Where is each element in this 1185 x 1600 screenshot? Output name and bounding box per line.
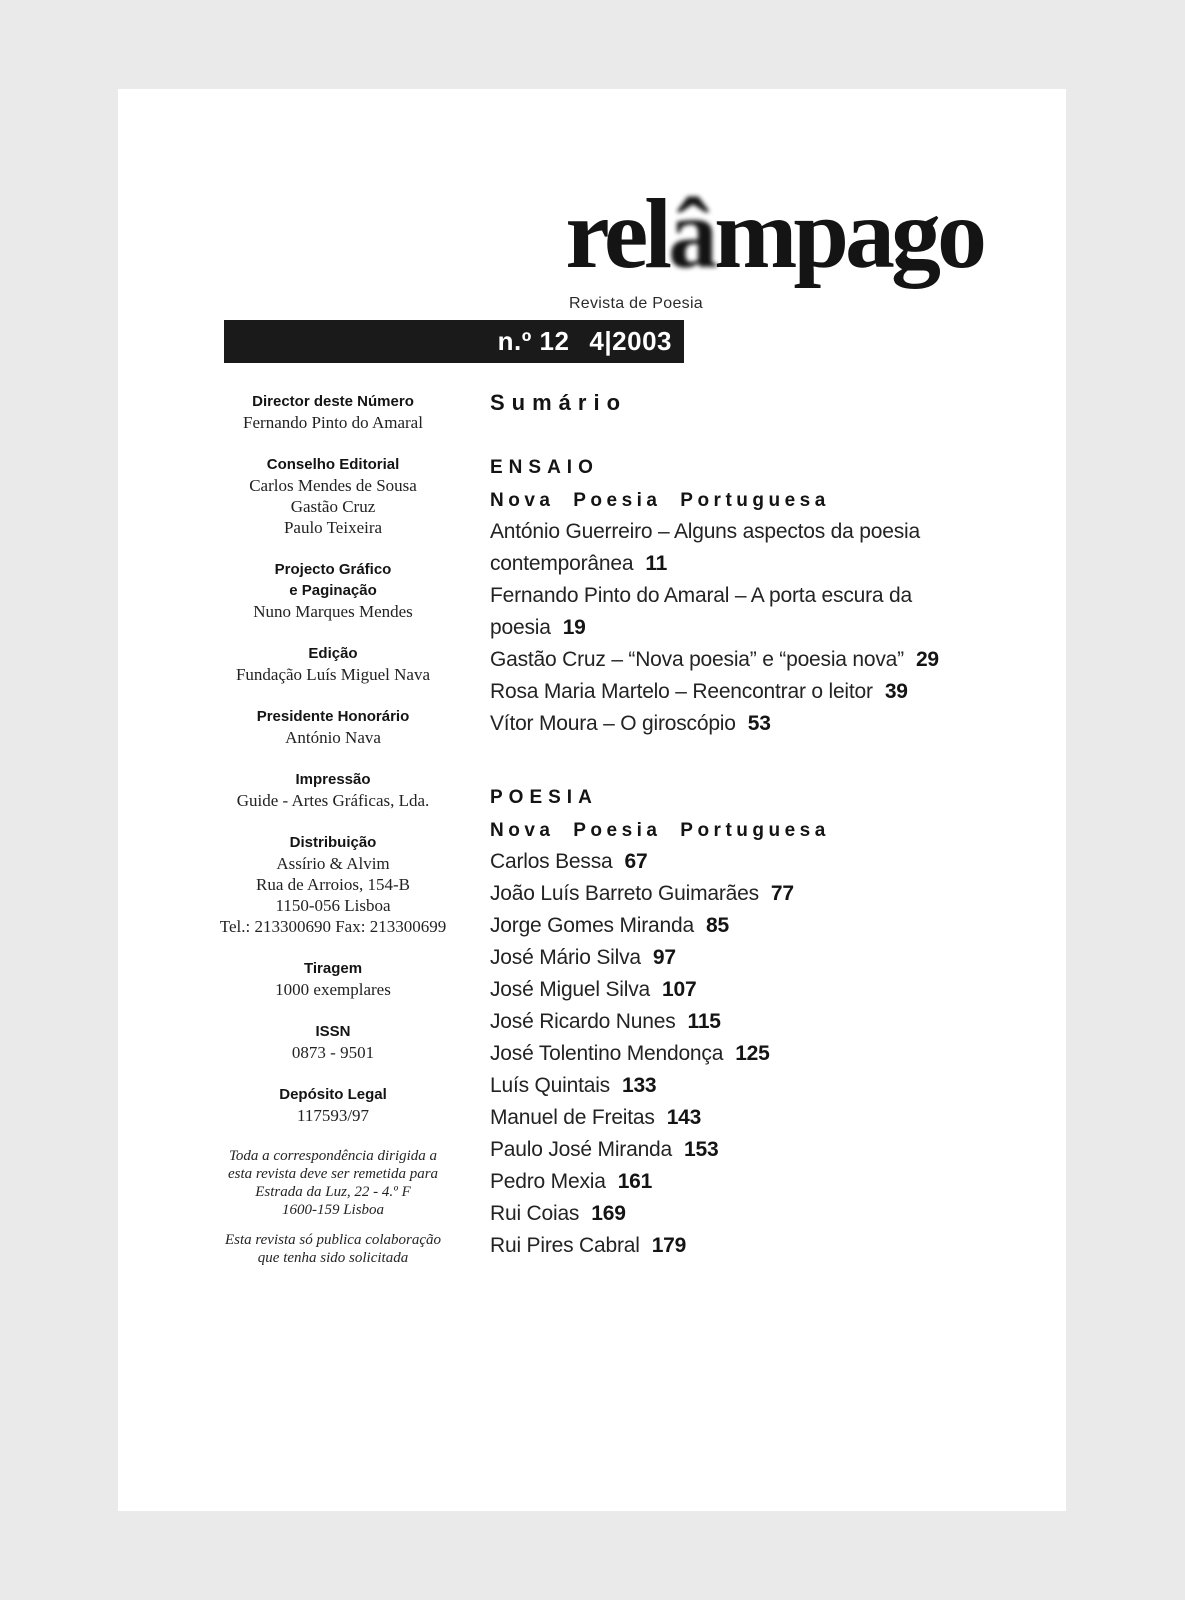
- credit-heading-line: Depósito Legal: [279, 1086, 387, 1103]
- toc-entry-list: [490, 516, 990, 740]
- toc-entry-text: Paulo José Miranda: [490, 1138, 673, 1161]
- toc-entry: [490, 1166, 990, 1198]
- credit-value-line: Gastão Cruz: [290, 497, 376, 516]
- toc-entry: [490, 708, 990, 740]
- credit-heading-line: Director deste Número: [252, 393, 414, 410]
- note-line: Esta revista só publica colaboração: [224, 1232, 442, 1248]
- credit-heading-line: Conselho Editorial: [266, 456, 400, 473]
- toc-section: [490, 458, 990, 740]
- logo-text-pre: rel: [565, 178, 669, 289]
- credit-value-line: Guide - Artes Gráficas, Lda.: [236, 791, 430, 810]
- toc-entry-text: Luís Quintais: [490, 1074, 610, 1097]
- toc-page-number: 97: [652, 946, 676, 969]
- toc-entry-text: António Guerreiro – Alguns aspectos da poesia: [490, 520, 920, 543]
- toc-entry: [490, 1038, 990, 1070]
- toc-entry: [490, 878, 990, 910]
- credit-heading-line: Projecto Gráfico: [274, 561, 392, 578]
- toc-page-number: 11: [645, 552, 668, 575]
- toc-entry: [490, 1198, 990, 1230]
- credit-group: [180, 559, 486, 622]
- toc-section-subheading: Nova Poesia Portuguesa: [490, 490, 830, 511]
- note-line: Toda a correspondência dirigida a: [228, 1148, 438, 1164]
- toc-title: Sumário: [490, 390, 628, 415]
- toc-entry: [490, 1134, 990, 1166]
- credit-heading-line: Impressão: [295, 771, 371, 788]
- toc-page-number: 169: [591, 1202, 626, 1225]
- credit-value-line: Fernando Pinto do Amaral: [243, 413, 423, 432]
- credit-value-line: Fundação Luís Miguel Nava: [235, 665, 431, 684]
- logo-text-blurred: â: [668, 178, 715, 289]
- toc-entry-text: Rosa Maria Martelo – Reencontrar o leitor: [490, 680, 873, 703]
- toc-entry-text: Carlos Bessa: [490, 850, 613, 873]
- credit-value-line: Nuno Marques Mendes: [253, 602, 413, 621]
- issue-date: 4|2003: [589, 326, 672, 356]
- note-line: que tenha sido solicitada: [257, 1250, 409, 1266]
- toc-entry: [490, 644, 990, 676]
- note-line: Estrada da Luz, 22 - 4.º F: [255, 1184, 411, 1200]
- toc-page-number: 115: [687, 1010, 721, 1033]
- toc-entry: [490, 910, 990, 942]
- credit-heading-line: Tiragem: [303, 960, 363, 977]
- toc-entry: [490, 580, 990, 612]
- credit-group: [180, 832, 486, 937]
- credit-value-line: 0873 - 9501: [291, 1043, 375, 1062]
- credit-group: [180, 769, 486, 811]
- toc-entry-text: Fernando Pinto do Amaral – A porta escura da: [490, 584, 912, 607]
- toc-section-heading: ENSAIO: [490, 457, 599, 478]
- correspondence-note: [180, 1147, 486, 1219]
- credit-value-line: Assírio & Alvim: [276, 854, 390, 873]
- note-line: 1600-159 Lisboa: [281, 1202, 385, 1218]
- credit-group: [180, 643, 486, 685]
- toc-column: [490, 392, 990, 1262]
- toc-entry-text: João Luís Barreto Guimarães: [490, 882, 759, 905]
- toc-entry: [490, 1230, 990, 1262]
- magazine-subtitle: Revista de Poesia: [568, 295, 703, 312]
- credit-heading-line: Distribuição: [289, 834, 377, 851]
- credit-value-line: Tel.: 213300690 Fax: 213300699: [219, 917, 447, 936]
- credit-group: [180, 1084, 486, 1126]
- credit-value-line: 1000 exemplares: [275, 980, 391, 999]
- toc-entry: [490, 548, 990, 580]
- toc-page-number: 153: [684, 1138, 719, 1161]
- toc-entry-text: José Miguel Silva: [490, 978, 651, 1001]
- credit-value-line: António Nava: [285, 728, 381, 747]
- toc-entry-text: José Ricardo Nunes: [490, 1010, 676, 1033]
- credit-group: [180, 454, 486, 538]
- toc-page-number: 39: [884, 680, 908, 703]
- magazine-page: [118, 89, 1066, 1511]
- toc-entry: [490, 612, 990, 644]
- toc-entry-text: Rui Pires Cabral: [490, 1234, 640, 1257]
- toc-entry-text: Rui Coias: [490, 1202, 580, 1225]
- credit-heading-line: Presidente Honorário: [256, 708, 410, 725]
- toc-entry: [490, 1102, 990, 1134]
- toc-page-number: 67: [624, 850, 648, 873]
- magazine-logo: [565, 178, 983, 289]
- credit-value-line: Rua de Arroios, 154-B: [256, 875, 410, 894]
- toc-entry: [490, 516, 990, 548]
- toc-entry-text: contemporânea: [490, 552, 634, 575]
- credit-value-line: Paulo Teixeira: [283, 518, 383, 537]
- logo-text-post: mpago: [714, 178, 983, 289]
- credit-heading-line: e Paginação: [289, 582, 377, 599]
- toc-entry-text: Gastão Cruz – “Nova poesia” e “poesia nova”: [490, 648, 904, 671]
- toc-page-number: 125: [735, 1042, 770, 1065]
- toc-entry: [490, 846, 990, 878]
- toc-page-number: 179: [651, 1234, 687, 1257]
- credit-value-line: 117593/97: [296, 1106, 370, 1125]
- toc-entry-text: Jorge Gomes Miranda: [490, 914, 694, 937]
- toc-page-number: 161: [617, 1170, 653, 1193]
- toc-entry: [490, 676, 990, 708]
- toc-page-number: 143: [666, 1106, 702, 1129]
- toc-entry-text: Manuel de Freitas: [490, 1106, 655, 1129]
- toc-entry: [490, 1070, 990, 1102]
- credit-group: [180, 706, 486, 748]
- toc-entry: [490, 974, 990, 1006]
- note-line: esta revista deve ser remetida para: [227, 1166, 439, 1182]
- credits-groups: [180, 391, 486, 1126]
- toc-entry-text: José Mário Silva: [490, 946, 641, 969]
- toc-entry-text: poesia: [490, 616, 551, 639]
- credits-notes: [180, 1147, 486, 1267]
- credit-value-line: 1150-056 Lisboa: [275, 896, 391, 915]
- toc-entry-text: Vítor Moura – O giroscópio: [490, 712, 736, 735]
- toc-entry-text: José Tolentino Mendonça: [490, 1042, 724, 1065]
- toc-entry: [490, 1006, 990, 1038]
- issue-number: n.º 12: [497, 326, 570, 356]
- issue-bar: [224, 320, 684, 363]
- toc-page-number: 85: [705, 914, 729, 937]
- credit-group: [180, 958, 486, 1000]
- credit-group: [180, 391, 486, 433]
- credit-value-line: Carlos Mendes de Sousa: [249, 476, 417, 495]
- toc-page-number: 29: [915, 648, 939, 671]
- toc-section: [490, 788, 990, 1262]
- toc-entry-text: Pedro Mexia: [490, 1170, 606, 1193]
- toc-entry-list: [490, 846, 990, 1262]
- toc-page-number: 107: [662, 978, 697, 1001]
- toc-page-number: 53: [747, 712, 771, 735]
- credit-heading-line: ISSN: [315, 1023, 351, 1040]
- correspondence-note: [180, 1231, 486, 1267]
- toc-page-number: 133: [621, 1074, 657, 1097]
- toc-entry: [490, 942, 990, 974]
- toc-section-heading: POESIA: [490, 787, 598, 808]
- toc-page-number: 77: [770, 882, 794, 905]
- credits-column: [180, 391, 486, 1279]
- credit-group: [180, 1021, 486, 1063]
- toc-page-number: 19: [562, 616, 586, 639]
- credit-heading-line: Edição: [308, 645, 358, 662]
- toc-sections: [490, 458, 990, 1262]
- toc-section-subheading: Nova Poesia Portuguesa: [490, 820, 830, 841]
